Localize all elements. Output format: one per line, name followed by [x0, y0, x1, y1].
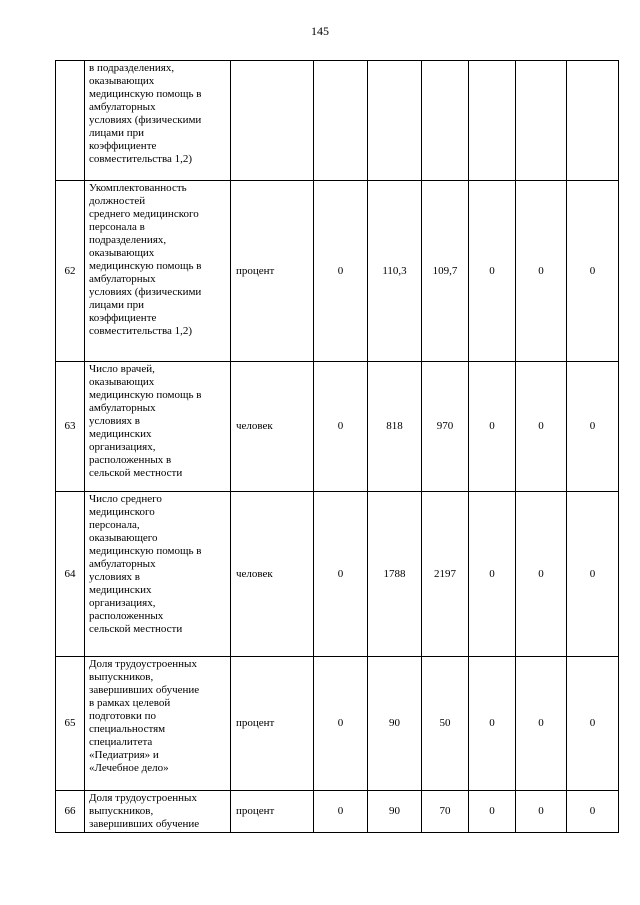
value-cell-v6: 0 — [567, 791, 619, 833]
indicator-name-cell-text: Число врачей, оказывающих медицинскую помощь в амбулаторных условиях в медицинских организациях, расположенных в сельской местности — [89, 363, 202, 479]
value-cell-v3 — [422, 61, 469, 181]
table-row — [56, 362, 619, 492]
value-cell-v2: 1788 — [368, 492, 422, 657]
unit-cell: человек — [231, 362, 314, 492]
value-cell-v5: 0 — [516, 657, 567, 791]
indicator-name-cell — [85, 181, 231, 362]
unit-cell: процент — [231, 181, 314, 362]
value-cell-v4 — [469, 61, 516, 181]
indicator-name-cell — [85, 791, 231, 833]
unit-cell: процент — [231, 791, 314, 833]
value-cell-v5: 0 — [516, 181, 567, 362]
indicator-name-cell — [85, 362, 231, 492]
indicator-name-cell — [85, 61, 231, 181]
value-cell-v1 — [314, 61, 368, 181]
value-cell-v3: 970 — [422, 362, 469, 492]
value-cell-v6: 0 — [567, 181, 619, 362]
value-cell-v2: 90 — [368, 657, 422, 791]
value-cell-v4: 0 — [469, 791, 516, 833]
unit-cell — [231, 61, 314, 181]
table-row — [56, 657, 619, 791]
value-cell-v4: 0 — [469, 657, 516, 791]
value-cell-v6 — [567, 61, 619, 181]
value-cell-v2 — [368, 61, 422, 181]
value-cell-v5: 0 — [516, 362, 567, 492]
value-cell-v6: 0 — [567, 657, 619, 791]
row-number-cell: 62 — [56, 181, 85, 362]
value-cell-v1: 0 — [314, 492, 368, 657]
table-row — [56, 791, 619, 833]
value-cell-v4: 0 — [469, 181, 516, 362]
row-number-cell: 64 — [56, 492, 85, 657]
value-cell-v4: 0 — [469, 492, 516, 657]
value-cell-v6: 0 — [567, 362, 619, 492]
page-number: 145 — [311, 24, 329, 38]
value-cell-v1: 0 — [314, 181, 368, 362]
indicator-name-cell-text: Укомплектованность должностей среднего медицинского персонала в подразделениях, оказывающих медицинскую помощь в амбулаторных условиях (физическими лицами при коэффициенте совместительства 1,2) — [89, 182, 202, 337]
value-cell-v1: 0 — [314, 791, 368, 833]
value-cell-v1: 0 — [314, 362, 368, 492]
indicator-name-cell — [85, 657, 231, 791]
indicator-name-cell-text: в подразделениях, оказывающих медицинскую помощь в амбулаторных условиях (физическими лицами при коэффициенте совместительства 1,2) — [89, 62, 202, 165]
table-row — [56, 492, 619, 657]
row-number-cell: 65 — [56, 657, 85, 791]
table-row — [56, 181, 619, 362]
unit-cell: человек — [231, 492, 314, 657]
value-cell-v3: 70 — [422, 791, 469, 833]
value-cell-v3: 2197 — [422, 492, 469, 657]
value-cell-v5 — [516, 61, 567, 181]
value-cell-v1: 0 — [314, 657, 368, 791]
indicator-name-cell — [85, 492, 231, 657]
table-row — [56, 61, 619, 181]
value-cell-v2: 110,3 — [368, 181, 422, 362]
value-cell-v2: 90 — [368, 791, 422, 833]
row-number-cell: 66 — [56, 791, 85, 833]
row-number-cell — [56, 61, 85, 181]
indicator-name-cell-text: Число среднего медицинского персонала, оказывающего медицинскую помощь в амбулаторных условиях в медицинских организациях, расположенных сельской местности — [89, 493, 202, 635]
value-cell-v5: 0 — [516, 492, 567, 657]
row-number-cell: 63 — [56, 362, 85, 492]
value-cell-v5: 0 — [516, 791, 567, 833]
value-cell-v3: 109,7 — [422, 181, 469, 362]
value-cell-v3: 50 — [422, 657, 469, 791]
value-cell-v6: 0 — [567, 492, 619, 657]
indicator-name-cell-text: Доля трудоустроенных выпускников, завершивших обучение — [89, 792, 200, 830]
indicator-table — [55, 60, 619, 833]
indicator-name-cell-text: Доля трудоустроенных выпускников, завершивших обучение в рамках целевой подготовки по специальностям специалитета «Педиатрия» и «Лечебное дело» — [89, 658, 200, 774]
value-cell-v2: 818 — [368, 362, 422, 492]
unit-cell: процент — [231, 657, 314, 791]
value-cell-v4: 0 — [469, 362, 516, 492]
